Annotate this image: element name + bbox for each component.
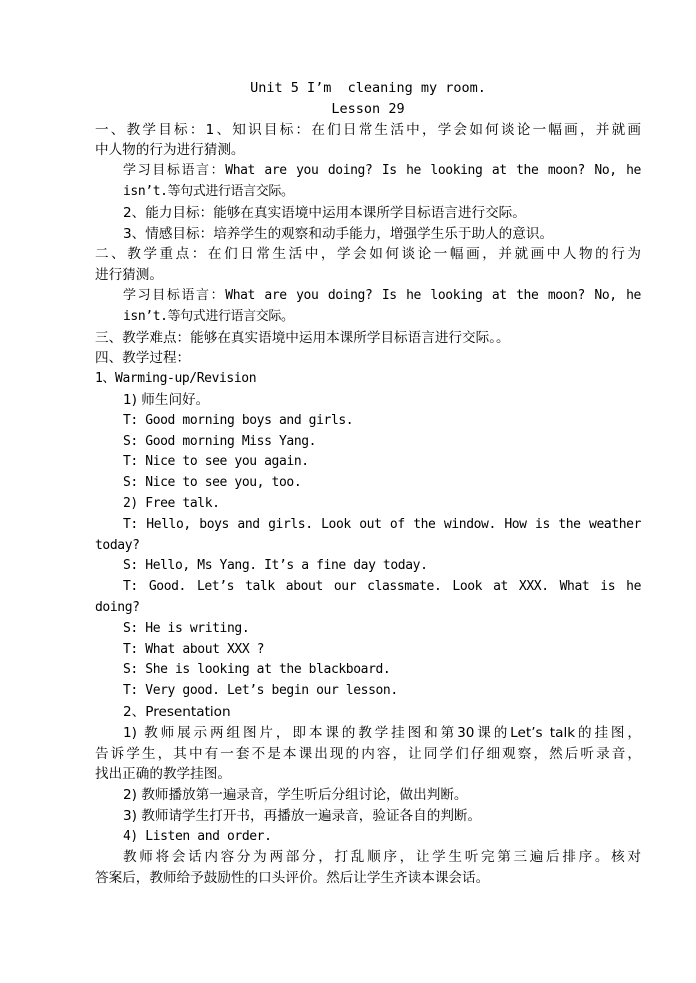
key-point-continued-line: 进行猜测。: [95, 267, 163, 284]
presentation-step-2: 2) 教师播放第一遍录音，学生听后分组讨论，做出判断。: [123, 787, 468, 804]
warming-up-heading: 1、Warming-up/Revision: [95, 371, 257, 387]
dialogue-line: S: Nice to see you, too.: [123, 475, 302, 491]
presentation-step-1-continued: 告诉学生，其中有一套不是本课出现的内容，让同学们仔细观察，然后听录音，: [95, 745, 641, 762]
process-heading: 四、教学过程：: [95, 350, 191, 367]
dialogue-line: T: Good. Let’s talk about our classmate. Look at XXX. What is he: [123, 579, 641, 595]
dialogue-continued-line: doing?: [95, 599, 140, 615]
presentation-step-1: 1) 教师展示两组图片，即本课的教学挂图和第30课的Let’s talk的挂图，: [123, 724, 641, 741]
greeting-step: 1) 师生问好。: [123, 391, 210, 408]
dialogue-line: S: Hello, Ms Yang. It’s a fine day today.: [123, 558, 428, 574]
dialogue-line: T: Very good. Let’s begin our lesson.: [123, 683, 398, 699]
emotion-objective-line: 3、情感目标：培养学生的观察和动手能力，增强学生乐于助人的意识。: [123, 225, 554, 242]
order-instruction-line: 教师将会话内容分为两部分，打乱顺序，让学生听完第三遍后排序。核对: [123, 849, 641, 866]
lesson-subtitle: Lesson 29: [331, 100, 405, 117]
target-language-line: 学习目标语言：What are you doing? Is he looking at the moon? No, he: [123, 163, 641, 179]
key-target-language-continued-line: isn’t.等句式进行语言交际。: [123, 308, 294, 324]
target-language-continued-line: isn’t.等句式进行语言交际。: [123, 183, 294, 199]
dialogue-line: T: Nice to see you again.: [123, 454, 309, 470]
presentation-step-4: 4) Listen and order.: [123, 828, 272, 844]
key-target-language-line: 学习目标语言：What are you doing? Is he looking at the moon? No, he: [123, 287, 641, 303]
dialogue-line: S: He is writing.: [123, 620, 250, 636]
dialogue-line: T: What about XXX ?: [123, 641, 265, 657]
order-instruction-continued-line: 答案后，教师给予鼓励性的口头评价。然后让学生齐读本课会话。: [95, 870, 490, 887]
presentation-step-3: 3) 教师请学生打开书，再播放一遍录音，验证各自的判断。: [123, 807, 482, 824]
dialogue-line: T: Good morning boys and girls.: [123, 412, 354, 428]
dialogue-continued-line: today?: [95, 537, 140, 553]
objective-heading-line: 一、教学目标：1、知识目标：在们日常生活中，学会如何谈论一幅画，并就画: [95, 121, 641, 138]
difficulty-line: 三、教学难点：能够在真实语境中运用本课所学目标语言进行交际。。: [95, 329, 510, 346]
dialogue-line: S: Good morning Miss Yang.: [123, 433, 317, 449]
dialogue-line: T: Hello, boys and girls. Look out of the window. How is the weather: [123, 516, 641, 532]
document-body: [95, 78, 641, 889]
ability-objective-line: 2、能力目标：能够在真实语境中运用本课所学目标语言进行交际。: [123, 204, 526, 221]
presentation-heading: 2、Presentation: [123, 703, 231, 720]
dialogue-line: S: She is looking at the blackboard.: [123, 662, 391, 678]
free-talk-step: 2) Free talk.: [123, 495, 220, 511]
objective-continued-line: 中人物的行为进行猜测。: [95, 142, 245, 159]
document-title: Unit 5 I’m cleaning my room.: [250, 80, 486, 96]
presentation-step-1-continued: 找出正确的教学挂图。: [95, 766, 231, 783]
key-point-line: 二、教学重点：在们日常生活中，学会如何谈论一幅画，并就画中人物的行为: [95, 246, 641, 263]
